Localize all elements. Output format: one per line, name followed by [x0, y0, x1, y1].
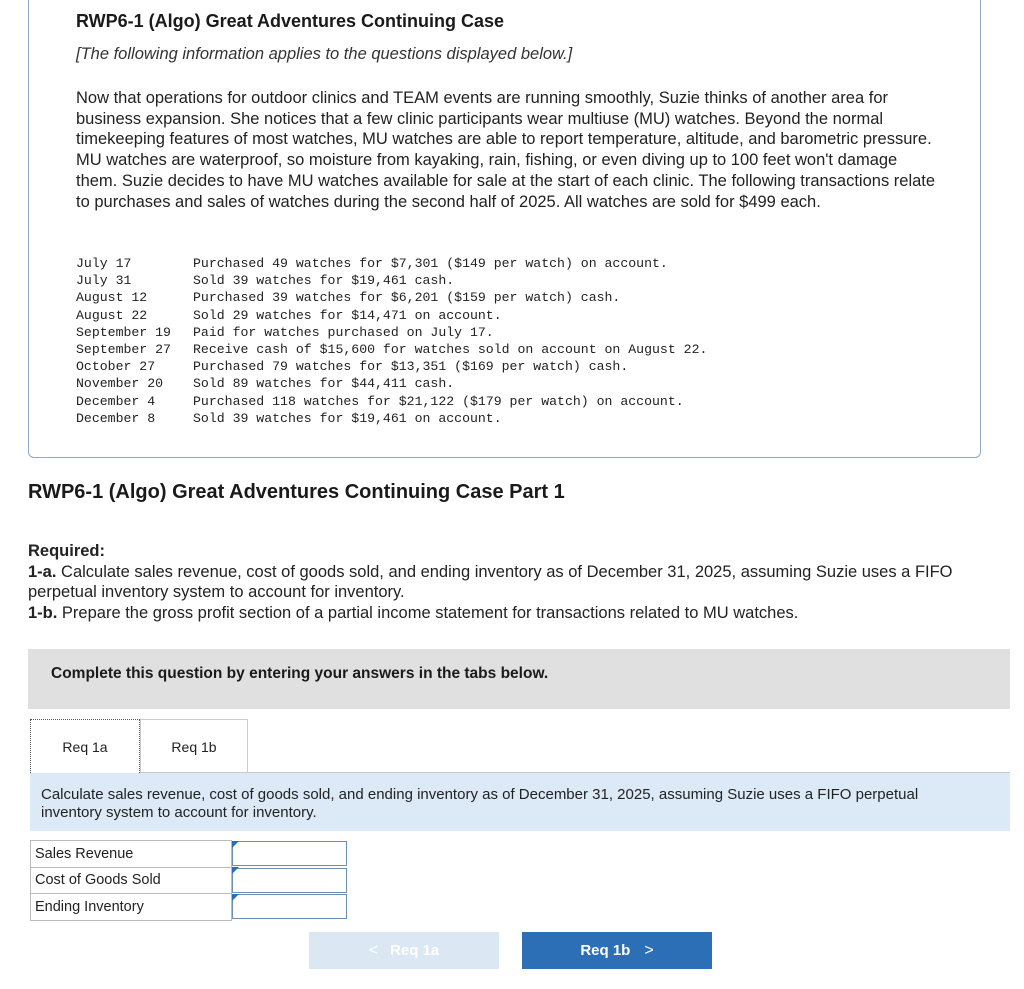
transaction-row: [76, 255, 707, 272]
ending-inventory-input[interactable]: [232, 894, 347, 919]
transaction-text: Paid for watches purchased on July 17.: [193, 324, 494, 340]
answer-cell: [232, 867, 348, 894]
required-item-text: Prepare the gross profit section of a partial income statement for transactions related to MU watches.: [57, 603, 799, 622]
part-title: RWP6-1 (Algo) Great Adventures Continuing Case Part 1: [28, 481, 565, 503]
answer-label: Ending Inventory: [31, 894, 232, 921]
chevron-left-icon: <: [368, 941, 379, 959]
prev-req-label: Req 1a: [390, 942, 440, 959]
required-item-label: 1-a.: [28, 562, 57, 581]
answer-cell: [232, 894, 348, 921]
answer-table: [30, 840, 348, 921]
next-req-button[interactable]: [522, 932, 712, 969]
transaction-row: [76, 375, 707, 392]
transaction-text: Purchased 39 watches for $6,201 ($159 per watch) cash.: [193, 290, 621, 306]
tab-label: Req 1b: [171, 738, 217, 755]
transaction-date: September 27: [76, 342, 171, 358]
tab-req-1a[interactable]: [30, 719, 140, 773]
complete-prompt-text: Complete this question by entering your answers in the tabs below.: [51, 665, 549, 682]
input-flag-icon: [232, 867, 239, 874]
required-section: [28, 541, 1008, 623]
transaction-date: August 12: [76, 290, 148, 306]
transaction-text: Sold 39 watches for $19,461 on account.: [193, 410, 502, 426]
transaction-date: July 17: [76, 256, 132, 271]
table-row: [31, 867, 348, 894]
transaction-date: December 4: [76, 393, 156, 409]
transaction-row: [76, 307, 707, 324]
chevron-right-icon: >: [644, 941, 654, 959]
transaction-date: September 19: [76, 324, 171, 340]
transaction-text: Purchased 49 watches for $7,301 ($149 per watch) on account.: [193, 256, 668, 271]
sales-revenue-input[interactable]: [232, 841, 347, 866]
tab-req-1b[interactable]: [140, 719, 248, 773]
transaction-text: Receive cash of $15,600 for watches sold on account on August 22.: [193, 342, 708, 358]
transaction-date: October 27: [76, 359, 156, 375]
transaction-date: August 22: [76, 307, 148, 323]
table-row: [31, 894, 348, 921]
instruction-text: Calculate sales revenue, cost of goods sold, and ending inventory as of December 31, 2025, assuming Suzie uses a FIFO perpetual inventory system to account for inventory.: [41, 786, 919, 821]
transaction-text: Purchased 79 watches for $13,351 ($169 per watch) cash.: [193, 359, 629, 375]
complete-prompt-bar: [28, 649, 1010, 709]
cost-of-goods-sold-input[interactable]: [232, 868, 347, 893]
prev-req-button[interactable]: [309, 932, 499, 969]
transaction-row: [76, 324, 707, 341]
transaction-text: Sold 29 watches for $14,471 on account.: [193, 307, 502, 323]
required-heading: Required:: [28, 542, 106, 560]
instruction-box: [30, 773, 1010, 831]
case-title: RWP6-1 (Algo) Great Adventures Continuing Case: [76, 11, 505, 31]
input-flag-icon: [232, 894, 239, 901]
transaction-list: [76, 255, 707, 427]
transaction-date: December 8: [76, 410, 156, 426]
required-item-text: Calculate sales revenue, cost of goods sold, and ending inventory as of December 31, 2025, assuming Suzie uses a FIFO perpetual inventory system to account for inventory.: [28, 562, 953, 601]
transaction-text: Purchased 118 watches for $21,122 ($179 per watch) on account.: [193, 393, 684, 409]
required-item-label: 1-b.: [28, 603, 58, 622]
transaction-row: [76, 393, 707, 410]
transaction-row: [76, 410, 707, 427]
input-flag-icon: [232, 841, 239, 848]
answer-cell: [232, 841, 348, 868]
transaction-date: July 31: [76, 273, 132, 289]
transaction-date: November 20: [76, 376, 164, 392]
transaction-row: [76, 358, 707, 375]
transaction-row: [76, 341, 707, 358]
transaction-text: Sold 89 watches for $44,411 cash.: [193, 376, 455, 392]
transaction-text: Sold 39 watches for $19,461 cash.: [193, 273, 455, 289]
answer-label: Sales Revenue: [31, 841, 232, 868]
answer-label: Cost of Goods Sold: [31, 867, 232, 894]
required-item: [28, 603, 1008, 624]
tab-label: Req 1a: [62, 738, 108, 755]
case-subtitle: [The following information applies to the questions displayed below.]: [76, 45, 573, 63]
case-paragraph: Now that operations for outdoor clinics and TEAM events are running smoothly, Suzie thinks of another area for business expansion. She notices that a few clinic participants wear multiuse (MU) watches. Beyond the normal timekeeping features of most watches, MU watches are able to report temperature, altitude, and barometric pressure. MU watches are waterproof, so moisture from kayaking, rain, fishing, or even diving up to 100 feet won't damage them. Suzie decides to have MU watches available for sale at the start of each clinic. The following transactions relate to purchases and sales of watches during the second half of 2025. All watches are sold for $499 each.: [76, 89, 936, 211]
transaction-row: [76, 272, 707, 289]
next-req-label: Req 1b: [580, 942, 631, 959]
table-row: [31, 841, 348, 868]
transaction-row: [76, 289, 707, 306]
required-item: [28, 562, 1008, 603]
